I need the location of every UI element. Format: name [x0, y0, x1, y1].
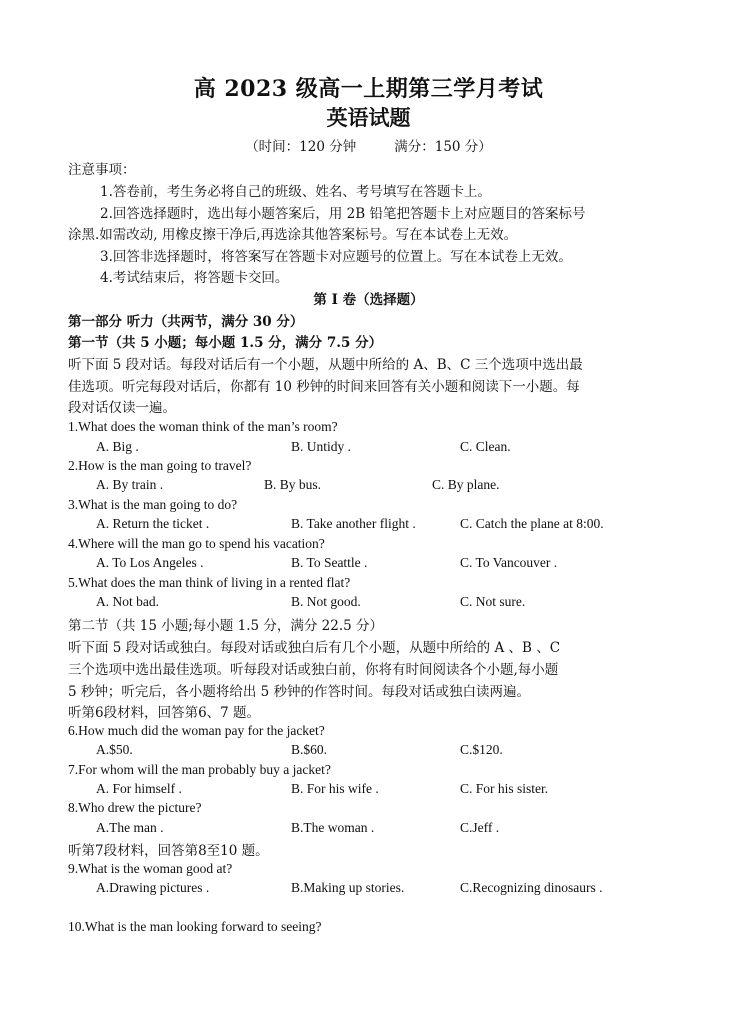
- question-3: 3.What is the man going to do?: [68, 497, 238, 512]
- q3-option-b: B. Take another flight .: [291, 516, 416, 531]
- section2-instr-2: 三个选项中选出最佳选项。听每段对话或独白前，你将有时间阅读各个小题,每小题: [68, 662, 559, 678]
- q7-option-b: B. For his wife .: [291, 781, 379, 796]
- q1-option-a: A. Big .: [96, 439, 139, 454]
- section1-instr-3: 段对话仅读一遍。: [68, 400, 176, 416]
- volume-title: 第 I 卷（选择题）: [313, 292, 424, 308]
- material-7-heading: 听第7段材料，回答第8至10 题。: [68, 843, 269, 859]
- exam-score: 满分：150 分）: [394, 139, 492, 155]
- q2-option-a: A. By train .: [96, 477, 164, 492]
- q9-option-b: B.Making up stories.: [291, 880, 405, 895]
- question-4: 4.Where will the man go to spend his vacation?: [68, 536, 325, 551]
- question-5: 5.What does the man think of living in a rented flat?: [68, 575, 351, 590]
- q3-option-c: C. Catch the plane at 8:00.: [460, 516, 604, 531]
- exam-time-score: [0, 135, 737, 155]
- part1-title: 第一部分 听力（共两节，满分 30 分）: [68, 314, 304, 330]
- q4-option-b: B. To Seattle .: [291, 555, 368, 570]
- question-9: 9.What is the woman good at?: [68, 861, 233, 876]
- q9-option-c: C.Recognizing dinosaurs .: [460, 880, 603, 895]
- q8-option-c: C.Jeff .: [460, 820, 500, 835]
- q5-option-b: B. Not good.: [291, 594, 361, 609]
- q6-option-c: C.$120.: [460, 742, 503, 757]
- q6-option-b: B.$60.: [291, 742, 328, 757]
- question-6: 6.How much did the woman pay for the jacket?: [68, 723, 325, 738]
- section2-instr-3: 5 秒钟；听完后，各小题将给出 5 秒钟的作答时间。每段对话或独白读两遍。: [68, 684, 531, 700]
- question-1: 1.What does the woman think of the man’s room?: [68, 419, 338, 434]
- section1-title: 第一节（共 5 小题；每小题 1.5 分，满分 7.5 分）: [68, 335, 383, 351]
- section2-instr-1: 听下面 5 段对话或独白。每段对话或独白后有几个小题，从题中所给的 A 、B 、C: [68, 640, 561, 656]
- q1-option-c: C. Clean.: [460, 439, 511, 454]
- q8-option-a: A.The man .: [96, 820, 164, 835]
- notes-heading: 注意事项：: [68, 162, 136, 178]
- q7-option-c: C. For his sister.: [460, 781, 549, 796]
- q3-option-a: A. Return the ticket .: [96, 516, 210, 531]
- q2-option-c: C. By plane.: [432, 477, 500, 492]
- q6-option-a: A.$50.: [96, 742, 133, 757]
- note-2a: 2.回答选择题时，选出每小题答案后，用 2B 铅笔把答题卡上对应题目的答案标号: [100, 206, 586, 222]
- q4-option-a: A. To Los Angeles .: [96, 555, 204, 570]
- q2-option-b: B. By bus.: [264, 477, 322, 492]
- note-2b: 涂黑.如需改动, 用橡皮擦干净后,再选涂其他答案标号。写在本试卷上无效。: [68, 227, 518, 243]
- q8-option-b: B.The woman .: [291, 820, 375, 835]
- section1-instr-1: 听下面 5 段对话。每段对话后有一个小题，从题中所给的 A、B、C 三个选项中选出最: [68, 357, 583, 373]
- exam-time: （时间：120 分钟: [245, 139, 357, 155]
- subject-title: 英语试题: [326, 105, 411, 130]
- question-2: 2.How is the man going to travel?: [68, 458, 252, 473]
- material-6-heading: 听第6段材料，回答第6、7 题。: [68, 705, 261, 721]
- q4-option-c: C. To Vancouver .: [460, 555, 558, 570]
- section1-instr-2: 佳选项。听完每段对话后，你都有 10 秒钟的时间来回答有关小题和阅读下一小题。每: [68, 379, 580, 395]
- note-4: 4.考试结束后，将答题卡交回。: [100, 270, 289, 286]
- note-1: 1.答卷前，考生务必将自己的班级、姓名、考号填写在答题卡上。: [100, 184, 491, 200]
- question-8: 8.Who drew the picture?: [68, 800, 202, 815]
- q5-option-a: A. Not bad.: [96, 594, 159, 609]
- exam-title: 高 2023 级高一上期第三学月考试: [193, 76, 544, 102]
- question-10: 10.What is the man looking forward to seeing?: [68, 919, 322, 934]
- question-7: 7.For whom will the man probably buy a jacket?: [68, 762, 331, 777]
- note-3: 3.回答非选择题时，将答案写在答题卡对应题号的位置上。写在本试卷上无效。: [100, 249, 572, 265]
- q7-option-a: A. For himself .: [96, 781, 182, 796]
- section2-title: 第二节（共 15 小题;每小题 1.5 分，满分 22.5 分）: [68, 618, 384, 634]
- q5-option-c: C. Not sure.: [460, 594, 526, 609]
- q1-option-b: B. Untidy .: [291, 439, 352, 454]
- q9-option-a: A.Drawing pictures .: [96, 880, 210, 895]
